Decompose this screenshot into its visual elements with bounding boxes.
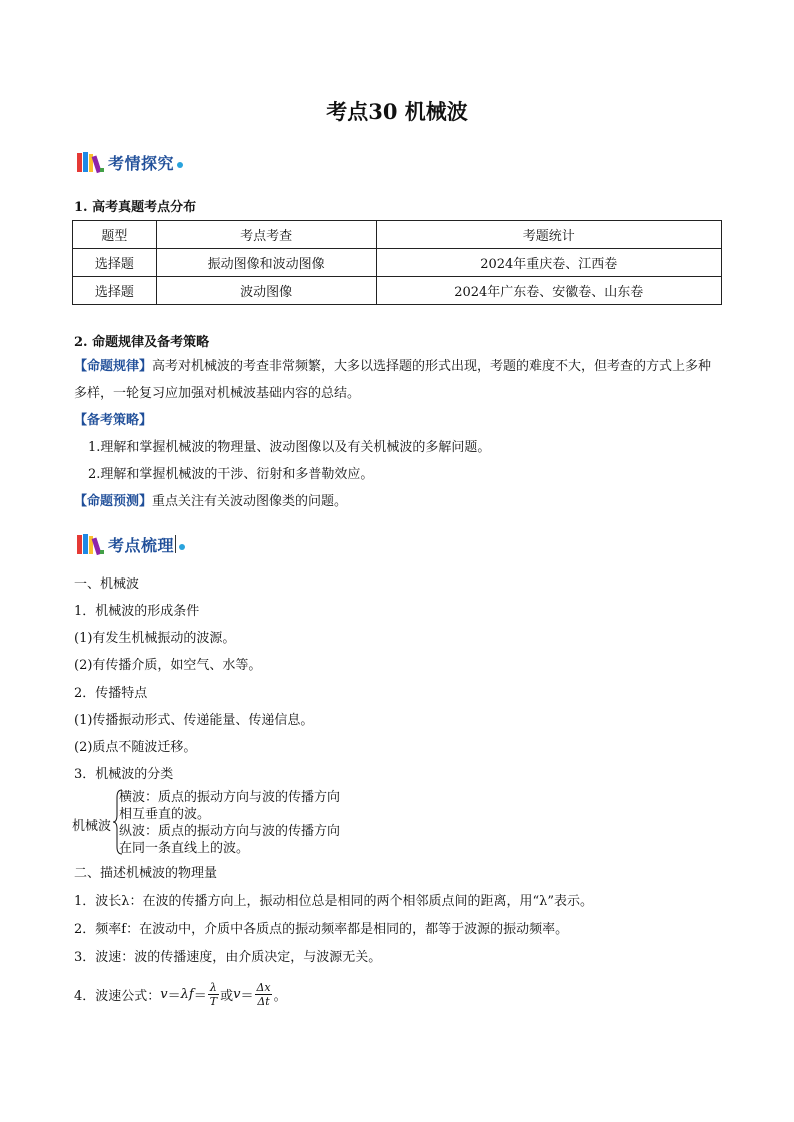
fraction-numerator: Δx — [256, 980, 271, 994]
rule-label: 【命题规律】 — [74, 359, 153, 374]
classification-label: 机械波 — [72, 819, 112, 834]
table-cell: 振动图像和波动图像 — [156, 249, 376, 277]
table-cell: 选择题 — [73, 249, 157, 277]
exam-distribution-table — [72, 220, 722, 305]
classification-line: 在同一条直线上的波。 — [119, 841, 250, 856]
table-cell: 选择题 — [73, 277, 157, 305]
text-line: 3．波速：波的传播速度，由介质决定，与波源无关。 — [74, 950, 382, 965]
text-line: (2)质点不随波迁移。 — [74, 740, 197, 755]
wave-classification — [72, 787, 402, 857]
formula-fraction — [208, 981, 219, 1008]
part2-heading: 2. 命题规律及备考策略 — [74, 335, 210, 350]
table-header-cell: 考题统计 — [376, 221, 722, 249]
text-line: (2)有传播介质，如空气、水等。 — [74, 658, 262, 673]
rule-paragraph — [74, 353, 724, 407]
section-heading: 一、机械波 — [74, 577, 140, 592]
section-badge-kaodian — [76, 530, 185, 558]
text-line: (1)有发生机械振动的波源。 — [74, 631, 236, 646]
classification-line: 相互垂直的波。 — [119, 807, 211, 822]
strategy-label-line — [74, 407, 724, 434]
table-cell: 2024年重庆卷、江西卷 — [376, 249, 722, 277]
section-badge-label: 考点梳理 — [108, 535, 175, 555]
table-header-cell: 考点考查 — [156, 221, 376, 249]
classification-line: 纵波：质点的振动方向与波的传播方向 — [119, 824, 341, 839]
table-row — [73, 277, 722, 305]
formula-text: 或 — [220, 988, 234, 1004]
formula-fraction — [254, 981, 272, 1008]
formula-end: 。 — [273, 988, 287, 1004]
dot-icon — [177, 162, 183, 168]
formula-prefix: 4．波速公式： — [74, 988, 161, 1004]
table-header-cell: 题型 — [73, 221, 157, 249]
formula-var: λf — [180, 986, 194, 1002]
section-badge-label: 考情探究 — [108, 153, 175, 173]
fraction-numerator: λ — [209, 980, 217, 994]
forecast-paragraph — [74, 488, 724, 515]
formula-op: ＝ — [193, 988, 207, 1004]
books-icon — [76, 150, 106, 174]
text-line: (1)传播振动形式、传递能量、传递信息。 — [74, 713, 314, 728]
section-heading: 二、描述机械波的物理量 — [74, 866, 218, 881]
strategy-item: 1.理解和掌握机械波的物理量、波动图像以及有关机械波的多解问题。 — [88, 440, 491, 455]
classification-line: 横波：质点的振动方向与波的传播方向 — [119, 790, 341, 805]
table-cell: 波动图像 — [156, 277, 376, 305]
table-header-row — [73, 221, 722, 249]
part1-heading: 1. 高考真题考点分布 — [74, 200, 197, 215]
dot-icon — [179, 544, 185, 550]
rule-text: 高考对机械波的考查非常频繁，大多以选择题的形式出现，考题的难度不大，但考查的方式上多种多样，一轮复习应加强对机械波基础内容的总结。 — [74, 359, 712, 401]
section-badge-kaoqing — [76, 148, 183, 176]
forecast-text: 重点关注有关波动图像类的问题。 — [152, 494, 348, 509]
table-cell: 2024年广东卷、安徽卷、山东卷 — [376, 277, 722, 305]
formula-op: ＝ — [240, 988, 254, 1004]
forecast-label: 【命题预测】 — [74, 494, 153, 509]
subheading: 1．机械波的形成条件 — [74, 604, 200, 619]
text-line: 2．频率f：在波动中，介质中各质点的振动频率都是相同的，都等于波源的振动频率。 — [74, 922, 569, 937]
subheading: 3．机械波的分类 — [74, 767, 174, 782]
fraction-denominator: T — [209, 994, 218, 1008]
formula-op: ＝ — [167, 988, 181, 1004]
strategy-item: 2.理解和掌握机械波的干涉、衍射和多普勒效应。 — [88, 467, 374, 482]
fraction-denominator: Δt — [257, 994, 270, 1008]
formula-var: v — [233, 986, 241, 1002]
classification-lines — [119, 789, 340, 857]
page-title: 考点30 机械波 — [326, 99, 468, 124]
books-icon — [76, 532, 106, 556]
formula-var: v — [160, 986, 168, 1002]
strategy-label: 【备考策略】 — [74, 413, 153, 428]
subheading: 2．传播特点 — [74, 686, 148, 701]
table-row — [73, 249, 722, 277]
wave-speed-formula — [74, 973, 287, 1015]
text-cursor — [175, 535, 176, 553]
text-line: 1．波长λ：在波的传播方向上，振动相位总是相同的两个相邻质点间的距离，用“λ”表示。 — [74, 894, 594, 909]
